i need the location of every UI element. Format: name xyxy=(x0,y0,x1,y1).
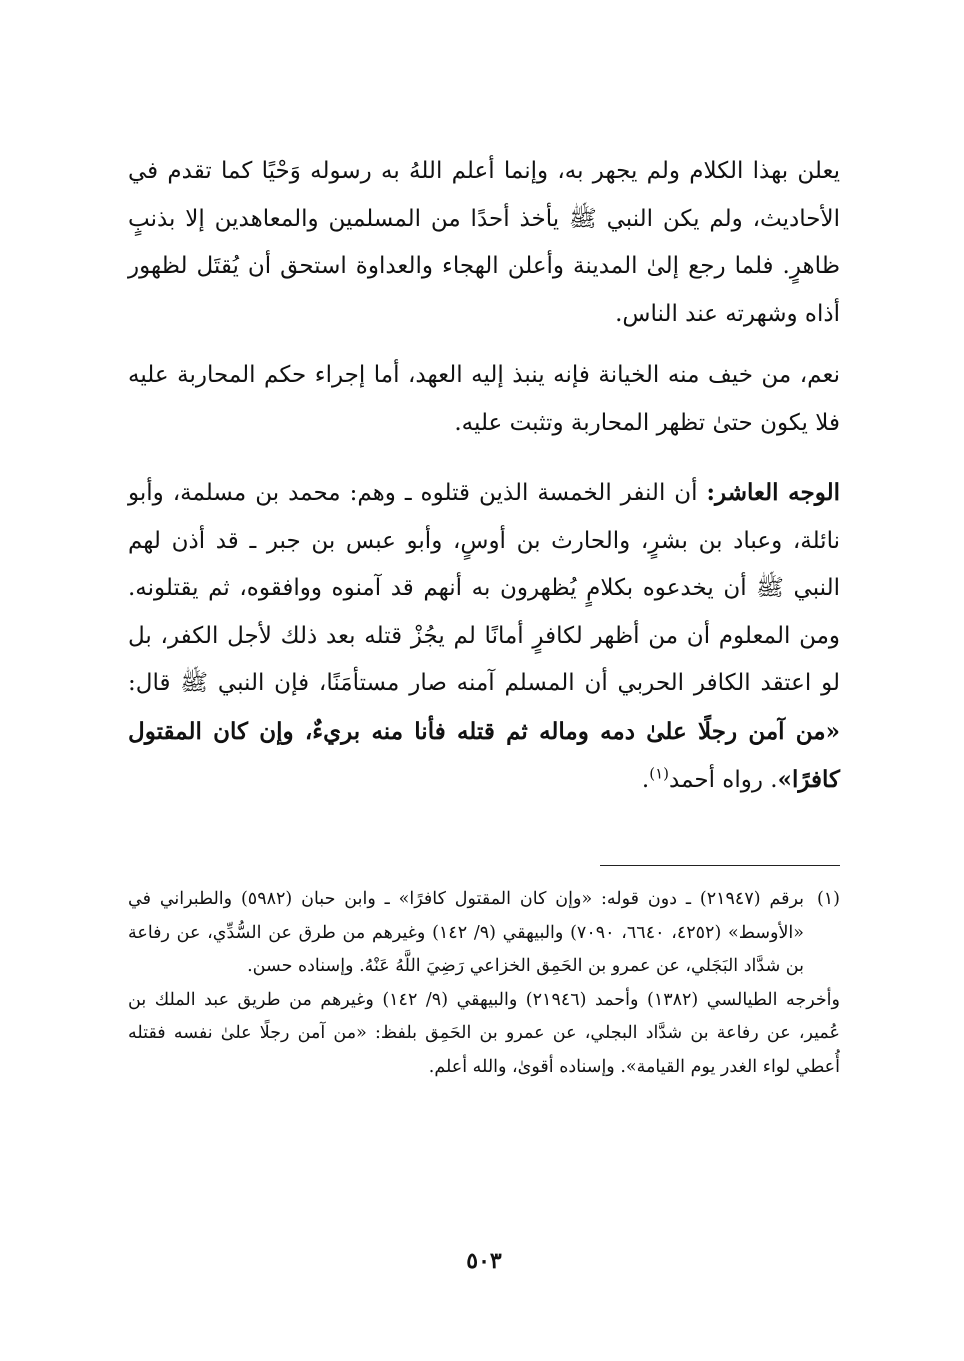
main-text xyxy=(128,148,840,805)
footnote-reference[interactable]: (١) xyxy=(649,764,669,783)
page xyxy=(128,148,840,1274)
footnote-body xyxy=(128,883,804,984)
paragraph-3 xyxy=(128,469,840,805)
hadith-quote: «من آمن رجلًا علىٰ دمه وماله ثم قتله فأنا منه بريءٌ، وإن كان المقتول كافرًا» xyxy=(128,717,840,793)
page-number: ٥٠٣ xyxy=(466,1248,502,1274)
paragraph-3-after: . رواه أحمد xyxy=(669,767,778,793)
paragraph-2: نعم، من خيف منه الخيانة فإنه ينبذ إليه العهد، أما إجراء حكم المحاربة عليه فلا يكون حتىٰ تظهر المحاربة وتثبت عليه. xyxy=(128,362,840,436)
footnote-text-1: برقم (٢١٩٤٧) ـ دون قوله: «وإن كان المقتول كافرًا» ـ وابن حبان (٥٩٨٢) والطبراني في «الأوسط» (٤٢٥٢، ٦٦٤٠، ٧٠٩٠) والبيهقي (٩/ ١٤٢) وغيرهم من طرق عن السُّدِّي، عن رفاعة بن شدَّاد البَجَلي، عن عمرو بن الحَمِق الخزاعي رَضِيَ اللَّهُ عَنْهُ. وإسناده حسن. xyxy=(128,889,804,976)
footnote-text-2: وأخرجه الطيالسي (١٣٨٢) وأحمد (٢١٩٤٦) والبيهقي (٩/ ١٤٢) وغيرهم من طريق عبد الملك بن عُمير، عن رفاعة بن شدَّاد البجلي، عن عمرو بن الحَمِق بلفظ: «من آمن رجلًا علىٰ نفسه فقتله أُعطي لواء الغدر يوم القيامة». وإسناده أقوىٰ، والله أعلم. xyxy=(128,989,840,1077)
section-heading: الوجه العاشر: xyxy=(706,479,840,506)
footnote-1 xyxy=(128,883,840,984)
footnotes xyxy=(128,883,840,1084)
paragraph-1: يعلن بهذا الكلام ولم يجهر به، وإنما أعلم اللهُ به رسوله وَحْيًا كما تقدم في الأحاديث، ولم يكن النبي ﷺ يأخذ أحدًا من المسلمين والمعاهدين إلا بذنبٍ ظاهرٍ. فلما رجع إلىٰ المدينة وأعلن الهجاء والعداوة استحق أن يُقتَل لظهور أذاه وشهرته عند الناس. xyxy=(128,158,840,327)
paragraph-3-text: أن النفر الخمسة الذين قتلوه ـ وهم: محمد بن مسلمة، وأبو نائلة، وعباد بن بشرٍ، والحارث بن أوسٍ، وأبو عبس بن جبر ـ قد أذن لهم النبي ﷺ أن يخدعوه بكلامٍ يُظهرون به أنهم قد آمنوه ووافقوه، ثم يقتلونه. ومن المعلوم أن من أظهر لكافرٍ أمانًا لم يجُزْ قتله بعد ذلك لأجل الكفر، بل لو اعتقد الكافر الحربي أن المسلم آمنه صار مستأمَنًا، فإن النبي ﷺ قال: xyxy=(128,480,840,696)
footnote-marker: (١) xyxy=(816,889,840,909)
paragraph-3-end: . xyxy=(641,767,650,793)
footnote-separator xyxy=(600,865,840,866)
